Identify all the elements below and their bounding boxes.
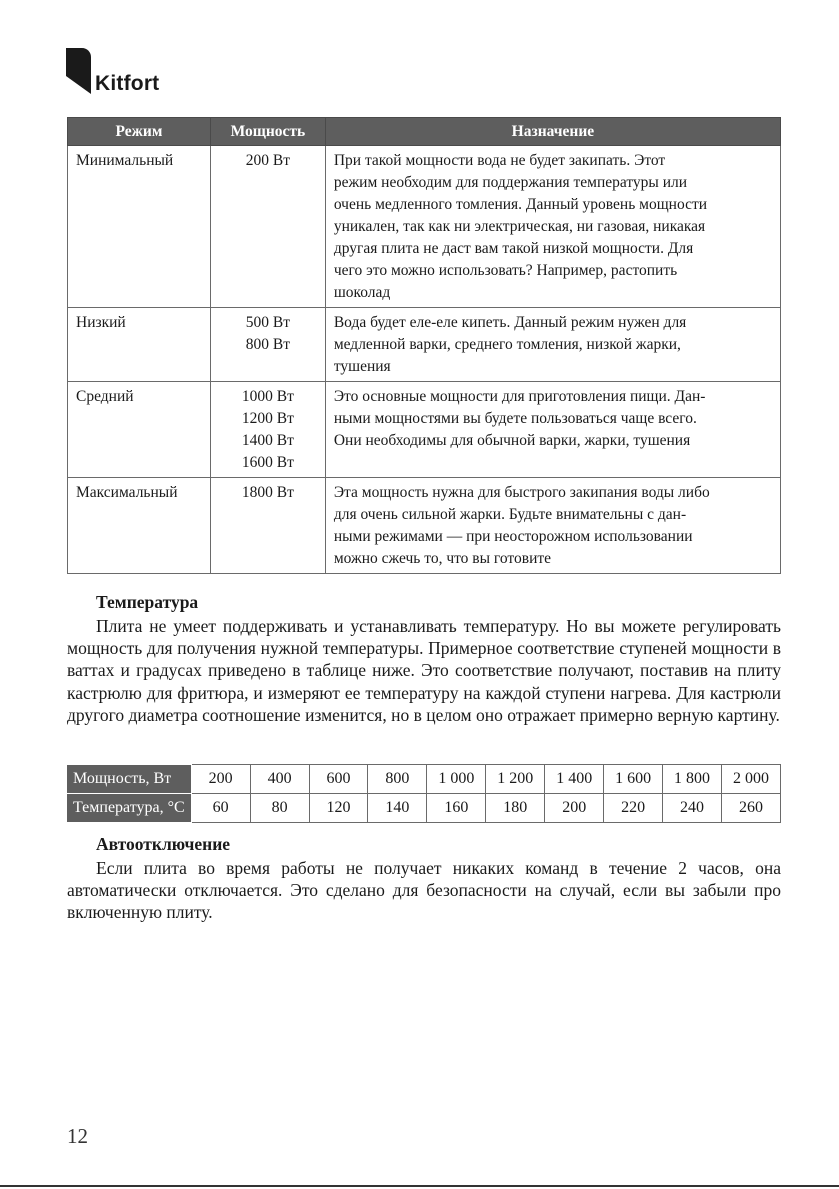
purpose-line: ными мощностями вы будете пользоваться чаще всего. [333,410,697,427]
modes-table [67,117,781,574]
purpose-line: режим необходим для поддержания температуры или [333,174,688,191]
table-row [68,308,781,382]
temperature-row [67,794,781,823]
power-value: 1200 Вт [241,410,294,427]
table-row [68,382,781,478]
purpose-line: очень медленного томления. Данный уровень мощности [333,196,708,213]
temperature-text: Плита не умеет поддерживать и устанавливать температуру. Но вы можете регулировать мощность для получения нужной температуры. Примерное соответствие ступеней мощности в ваттах и градусах приведено в таблице ниже. Это соответствие получают, поставив на плиту кастрюлю для фритюра, и измеряют ее температуру на каждой ступени нагрева. Для кастрюли другого диаметра соотношение изменится, но в целом оно отражает примерно верную картину. [67,616,781,725]
mode-cell: Низкий [68,308,211,382]
autooff-title: Автоотключение [96,834,231,854]
temperature-value: 140 [368,794,427,823]
modes-header-row [68,118,781,146]
power-value: 1 200 [486,765,545,794]
purpose-line: Эта мощность нужна для быстрого закипания воды либо [333,484,710,501]
purpose-line: тушения [333,358,391,375]
header-power: Мощность [210,118,325,146]
page-number: 12 [67,1124,88,1148]
purpose-line: можно сжечь то, что вы готовите [333,550,552,567]
power-value: 800 Вт [245,336,290,353]
temperature-value: 200 [545,794,604,823]
purpose-line: Это основные мощности для приготовления пищи. Дан- [333,388,706,405]
purpose-line: уникален, так как ни электрическая, ни газовая, никакая [333,218,706,235]
power-value: 400 [250,765,309,794]
purpose-cell [325,382,780,478]
purpose-line: чего это можно использовать? Например, растопить [333,262,678,279]
table-row [68,146,781,308]
power-value: 1 000 [427,765,486,794]
mode-cell: Минимальный [68,146,211,308]
temperature-table [67,764,781,823]
temperature-title: Температура [96,592,199,612]
purpose-cell [325,146,780,308]
power-cell [210,478,325,574]
power-value: 2 000 [722,765,781,794]
temperature-value: 180 [486,794,545,823]
power-value: 200 [191,765,250,794]
power-cell [210,382,325,478]
kitfort-logo-icon [66,48,92,94]
power-value: 500 Вт [245,314,290,331]
purpose-line: При такой мощности вода не будет закипать. Этот [333,152,666,169]
power-row-label: Мощность, Вт [67,765,191,794]
brand-name: Kitfort [95,72,160,95]
purpose-line: Вода будет еле-еле кипеть. Данный режим нужен для [333,314,687,331]
temperature-value: 260 [722,794,781,823]
power-value: 1 600 [604,765,663,794]
temperature-value: 160 [427,794,486,823]
temperature-value: 80 [250,794,309,823]
bottom-rule [0,1185,839,1187]
purpose-line: шоколад [333,284,391,301]
power-value: 800 [368,765,427,794]
mode-cell: Средний [68,382,211,478]
header-purpose: Назначение [325,118,780,146]
power-value: 600 [309,765,368,794]
purpose-line: медленной варки, среднего томления, низкой жарки, [333,336,681,353]
power-value: 1000 Вт [241,388,294,405]
power-value: 1 400 [545,765,604,794]
temperature-value: 120 [309,794,368,823]
purpose-cell [325,308,780,382]
power-value: 1 800 [663,765,722,794]
purpose-line: ными режимами — при неосторожном использовании [333,528,693,545]
power-value: 1600 Вт [241,454,294,471]
purpose-line: другая плита не даст вам такой низкой мощности. Для [333,240,694,257]
power-value: 1800 Вт [241,484,294,501]
purpose-line: для очень сильной жарки. Будьте внимательны с дан- [333,506,687,523]
purpose-cell [325,478,780,574]
power-cell [210,146,325,308]
mode-cell: Максимальный [68,478,211,574]
power-row [67,765,781,794]
autooff-text: Если плита во время работы не получает никаких команд в течение 2 часов, она автоматически отключается. Это сделано для безопасности на случай, если вы забыли про включенную плиту. [67,858,781,923]
purpose-line: Они необходимы для обычной варки, жарки, тушения [333,432,691,449]
temperature-value: 240 [663,794,722,823]
temperature-value: 220 [604,794,663,823]
power-value: 1400 Вт [241,432,294,449]
power-cell [210,308,325,382]
brand-logo [66,48,206,98]
temperature-row-label: Температура, °C [67,794,191,823]
header-mode: Режим [68,118,211,146]
table-row [68,478,781,574]
power-value: 200 Вт [245,152,290,169]
temperature-value: 60 [191,794,250,823]
